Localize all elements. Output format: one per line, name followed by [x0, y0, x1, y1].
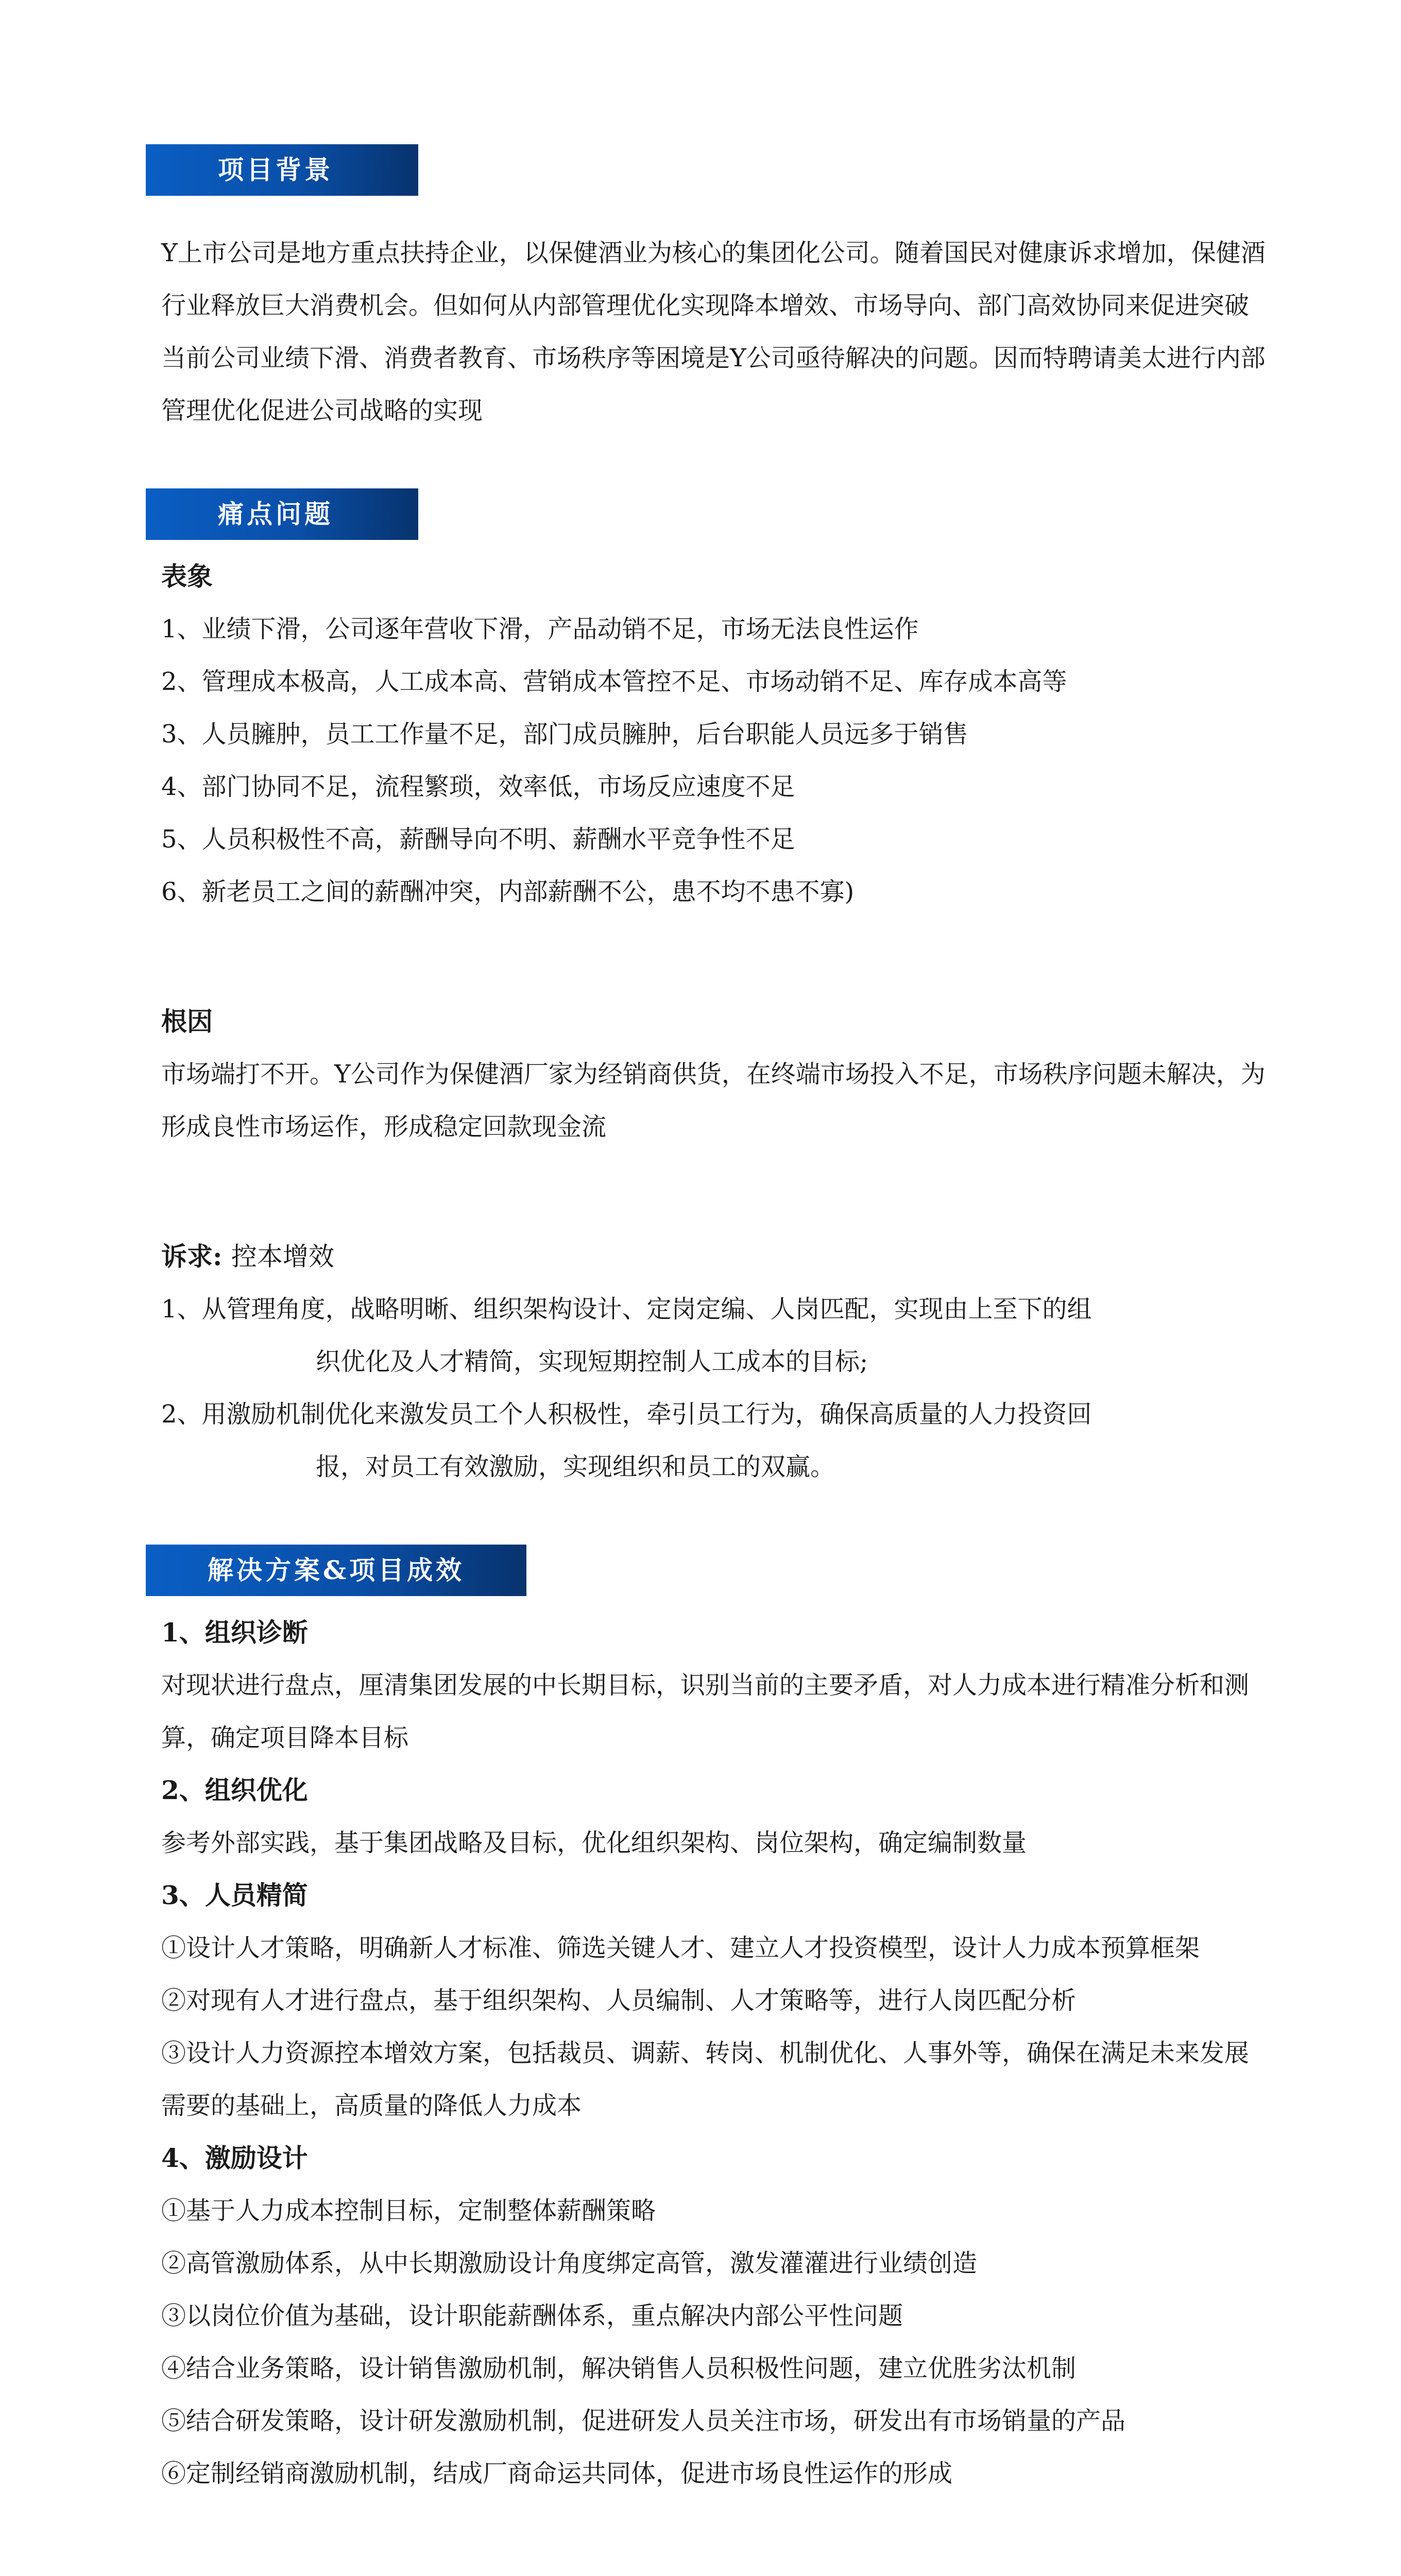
symptoms-list — [161, 603, 1272, 918]
root-cause-paragraph: 市场端打不开。Y公司作为保健酒厂家为经销商供货，在终端市场投入不足，市场秩序问题未解决，为形成良性市场运作，形成稳定回款现金流 — [161, 1060, 1266, 1141]
demands-list — [161, 1283, 1272, 1493]
solution-text: ②对现有人才进行盘点，基于组织架构、人员编制、人才策略等，进行人岗匹配分析 — [161, 1986, 1077, 2015]
demand-label-text: 诉求: — [161, 1241, 223, 1272]
background-paragraph: Y上市公司是地方重点扶持企业，以保健酒业为核心的集团化公司。随着国民对健康诉求增加，保健酒行业释放巨大消费机会。但如何从内部管理优化实现降本增效、市场导向、部门高效协同来促进突破当前公司业绩下滑、消费者教育、市场秩序等困境是Y公司亟待解决的问题。因而特聘请美太进行内部管理优化促进公司战略的实现 — [161, 239, 1266, 425]
solution-text: ⑤结合研发策略，设计研发激励机制，促进研发人员关注市场，研发出有市场销量的产品 — [161, 2406, 1126, 2435]
demand-value: 控本增效 — [231, 1242, 334, 1272]
demand-line-first: 1、从管理角度，战略明晰、组织架构设计、定岗定编、人岗匹配，实现由上至下的组 — [161, 1295, 1092, 1324]
section-header-solution: 解决方案&项目成效 — [146, 1545, 526, 1596]
demand-label — [161, 1230, 1272, 1283]
solution-heading-optimization: 2、组织优化 — [161, 1775, 308, 1805]
demand-line-continued: 报，对员工有效激励，实现组织和员工的双赢。 — [316, 1452, 835, 1481]
root-cause-label: 根因 — [161, 1006, 213, 1037]
list-item: 1、业绩下滑，公司逐年营收下滑，产品动销不足，市场无法良性运作 — [161, 615, 919, 643]
solution-heading-incentive: 4、激励设计 — [161, 2143, 308, 2173]
list-item — [161, 1283, 1272, 1388]
solution-text: ③以岗位价值为基础，设计职能薪酬体系，重点解决内部公平性问题 — [161, 2301, 903, 2330]
list-item: 3、人员臃肿，员工工作量不足，部门成员臃肿，后台职能人员远多于销售 — [161, 720, 968, 749]
list-item — [161, 1388, 1272, 1493]
solution-text: 参考外部实践，基于集团战略及目标，优化组织架构、岗位架构，确定编制数量 — [161, 1828, 1027, 1857]
solution-heading-streamlining: 3、人员精简 — [161, 1880, 308, 1910]
section-header-pain-points: 痛点问题 — [146, 488, 418, 540]
demand-line-first: 2、用激励机制优化来激发员工个人积极性，牵引员工行为，确保高质量的人力投资回 — [161, 1400, 1092, 1429]
demand-line-continued: 织优化及人才精简，实现短期控制人工成本的目标; — [316, 1347, 868, 1376]
solution-text: ①设计人才策略，明确新人才标准、筛选关键人才、建立人才投资模型，设计人力成本预算框架 — [161, 1934, 1200, 1962]
symptoms-label: 表象 — [161, 561, 213, 591]
solution-text: ③设计人力资源控本增效方案，包括裁员、调薪、转岗、机制优化、人事外等，确保在满足未来发展需要的基础上，高质量的降低人力成本 — [161, 2039, 1250, 2120]
section-header-background: 项目背景 — [146, 144, 418, 196]
solution-text: ④结合业务策略，设计销售激励机制，解决销售人员积极性问题，建立优胜劣汰机制 — [161, 2354, 1077, 2383]
solution-heading-diagnosis: 1、组织诊断 — [161, 1617, 308, 1648]
list-item: 5、人员积极性不高，薪酬导向不明、薪酬水平竞争性不足 — [161, 825, 795, 854]
solution-text: ②高管激励体系，从中长期激励设计角度绑定高管，激发灌灌进行业绩创造 — [161, 2249, 978, 2278]
solution-text: ⑥定制经销商激励机制，结成厂商命运共同体，促进市场良性运作的形成 — [161, 2459, 953, 2488]
solution-text: 对现状进行盘点，厘清集团发展的中长期目标，识别当前的主要矛盾，对人力成本进行精准分析和测算，确定项目降本目标 — [161, 1671, 1250, 1752]
list-item: 4、部门协同不足，流程繁琐，效率低，市场反应速度不足 — [161, 772, 795, 801]
list-item: 6、新老员工之间的薪酬冲突，内部薪酬不公，患不均不患不寡) — [161, 877, 855, 906]
list-item: 2、管理成本极高，人工成本高、营销成本管控不足、市场动销不足、库存成本高等 — [161, 667, 1067, 696]
solution-text: ①基于人力成本控制目标，定制整体薪酬策略 — [161, 2196, 656, 2225]
